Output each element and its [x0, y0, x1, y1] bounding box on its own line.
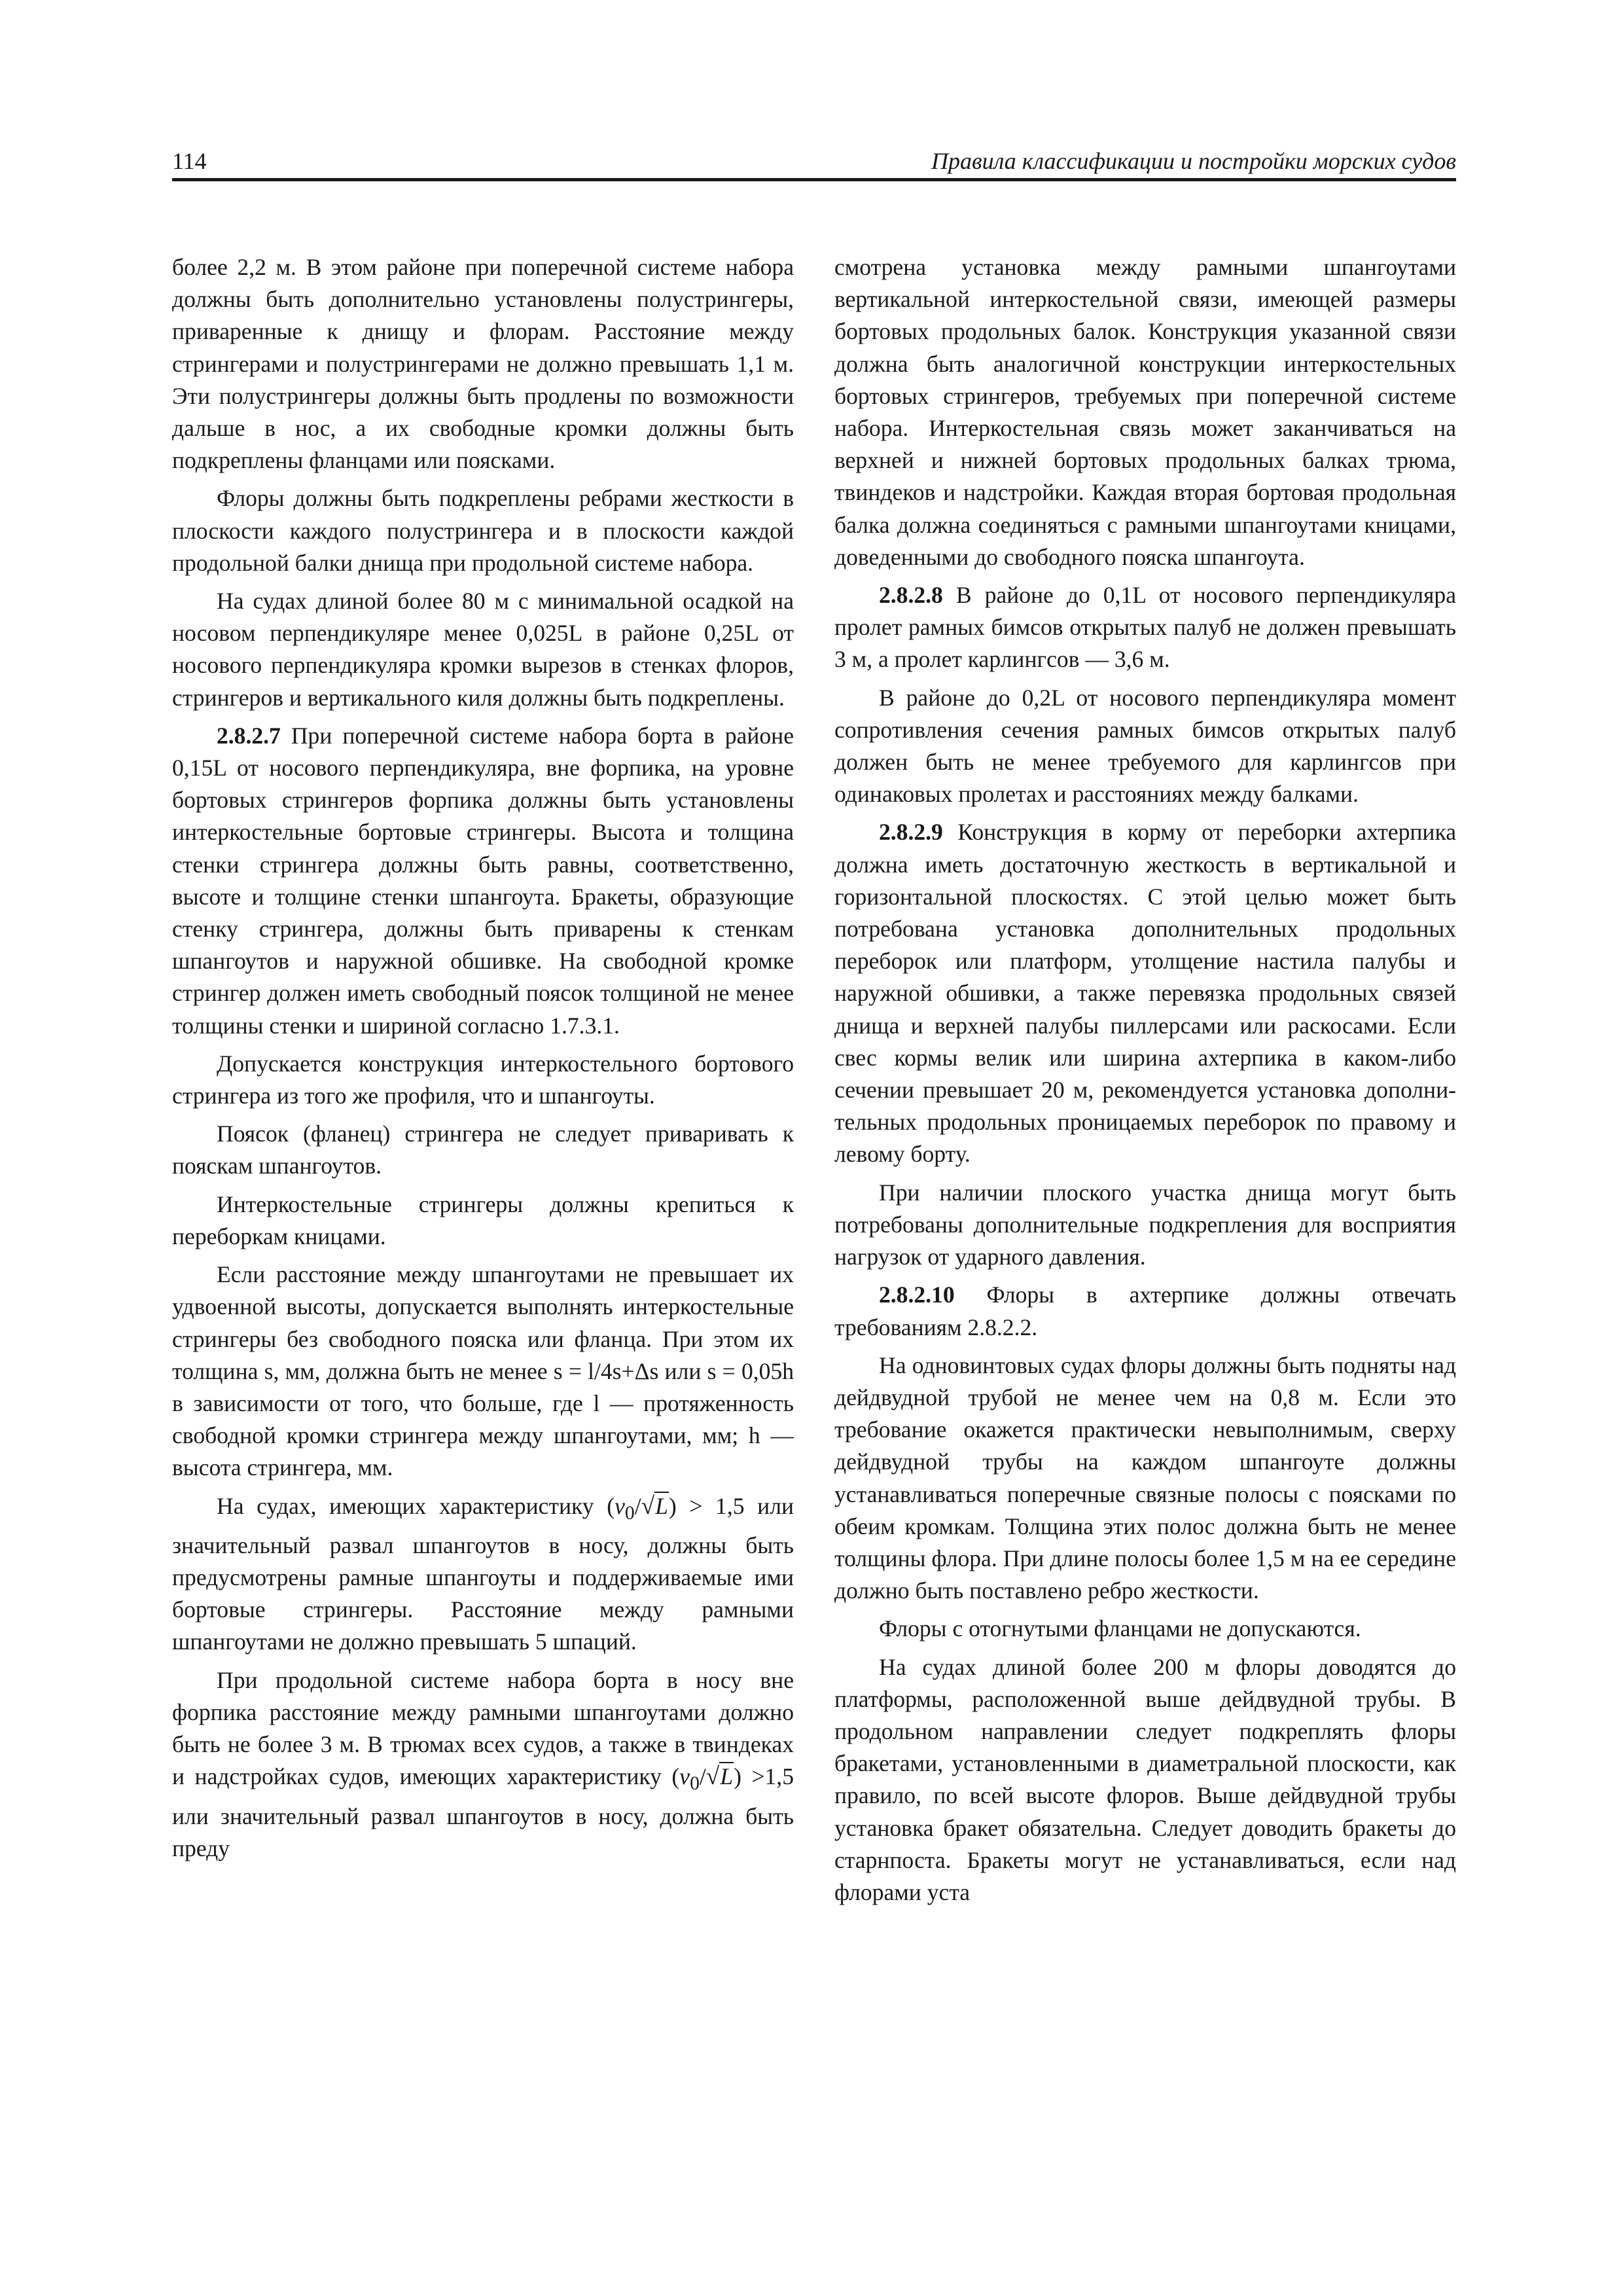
section-number: 2.8.2.9 — [879, 819, 943, 846]
formula-v: v — [679, 1763, 690, 1790]
paragraph: Флоры должны быть подкреплены ребрами жесткости в плоскости каждого полустрингера и в плоскости каждой продольной балки днища при продольной системе набора. — [172, 485, 794, 576]
paragraph: На судах длиной более 80 м с минимальной осадкой на носовом перпендикуляре менее 0,025L в районе 0,25L от носового перпендикуляра кромки вырезов в стенках флоров, стрингеров и вертикального киля должны быть подкреплены. — [172, 588, 794, 711]
paragraph: Интеркостельные стрингеры должны крепиться к переборкам кницами. — [172, 1191, 794, 1249]
left-column — [172, 251, 794, 1865]
paragraph — [834, 816, 1456, 1170]
paragraph-text: ) >1,5 или значительный развал шпангоутов в носу, должна быть преду — [172, 1763, 794, 1861]
formula — [679, 1763, 734, 1795]
paragraph — [172, 1664, 794, 1865]
right-column — [834, 251, 1456, 1909]
paragraph: В районе до 0,2L от носового перпендикуляра момент сопротивления сечения рамных бимсов открытых палуб должен быть не менее требуемого для карлингсов при одинаковых пролетах и расстояниях между балками. — [834, 684, 1456, 808]
paragraph — [834, 579, 1456, 676]
formula-sub: 0 — [690, 1773, 700, 1795]
paragraph — [172, 720, 794, 1042]
page-number: 114 — [172, 148, 207, 174]
sqrt-icon: √ — [705, 1763, 720, 1791]
paragraph — [834, 1279, 1456, 1343]
paragraph: Поясок (фланец) стрингера не следует приваривать к пояскам шпангоутов. — [172, 1121, 794, 1179]
formula-slash: / — [634, 1492, 641, 1519]
paragraph: Допускается конструкция интеркостельного бортового стрингера из того же профиля, что и шпангоуты. — [172, 1050, 794, 1109]
paragraph-text: В районе до 0,1L от носового перпендикуляра пролет рамных бимсов открытых палуб не должен превышать 3 м, а пролет карлингсов — 3,6 м. — [834, 582, 1456, 673]
paragraph-text: При продольной системе набора борта в носу вне форпика расстояние между рамными шпангоутами должно быть не более 3 м. В трюмах всех судов, а также в твиндеках и надстройках судов, имеющих характеристику ( — [172, 1666, 794, 1790]
paragraph: Если расстояние между шпангоутами не превышает их удвоенной высоты, допускается выполнять интеркостельные стрингеры без свободного пояска или фланца. При этом их толщина s, мм, должна быть не менее s = l/4s+Δs или s = 0,05h в зависимости от того, что больше, где l — протяженность свободной кромки стрингера между шпангоутами, мм; h — высота стрингера, мм. — [172, 1261, 794, 1481]
formula-slash: / — [699, 1763, 706, 1790]
formula — [615, 1492, 669, 1524]
sqrt-icon: √ — [641, 1492, 655, 1520]
body-columns — [172, 251, 1456, 2162]
paragraph: На судах длиной более 200 м флоры доводятся до платформы, расположенной выше дейдвудной трубы. В продольном направлении следует подкреплять флоры бракетами, установленными в диаметральной плоскости, как правило, по всей высоте флоров. Выше дейдвудной трубы установка бракет обязательна. Следует доводить бракеты до старнпоста. Бракеты могут не устанавливаться, если над флорами уста — [834, 1653, 1456, 1905]
section-number: 2.8.2.7 — [217, 722, 281, 749]
formula-sub: 0 — [624, 1502, 635, 1524]
formula-L: L — [655, 1492, 668, 1519]
formula-v: v — [615, 1492, 625, 1519]
paragraph-text: На судах, имеющих характеристику ( — [217, 1492, 615, 1519]
paragraph — [172, 1490, 794, 1659]
page-header — [172, 137, 1456, 181]
section-number: 2.8.2.10 — [879, 1282, 955, 1308]
paragraph: При наличии плоского участка днища могут быть потребованы дополнительные подкрепления для восприятия нагрузок от ударного давления. — [834, 1179, 1456, 1270]
paragraph: Флоры с отогнутыми фланцами не допускаются. — [879, 1615, 1361, 1642]
formula-L: L — [720, 1763, 734, 1790]
paragraph: На одновинтовых судах флоры должны быть подняты над дейдвудной трубой не менее чем на 0,8 м. Если это требование окажется практически невыполнимым, сверху дейдвудной трубы на каждом шпангоуте должны устанавливаться поперечные связные полосы с поясками по обеим кромкам. Толщина этих полос должна быть не менее толщины флора. При длине полосы более 1,5 м на ее середине должно быть поставлено ребро жесткости. — [834, 1352, 1456, 1604]
section-number: 2.8.2.8 — [879, 582, 943, 609]
paragraph: смотрена установка между рамными шпангоутами вертикальной интеркостельной связи, имеющей размеры бортовых продольных балок. Конструкция указанной связи должна быть аналогичной конструкции интеркостельных бортовых стрингеров, требуемых при поперечной системе набора. Интеркостельная связь может заканчиваться на верхней и нижней бортовых продольных балках трюма, твиндеков и надстройки. Каждая вторая бортовая продольная балка должна соединяться с рамными шпангоутами кницами, доведенными до свободного пояска шпангоута. — [834, 254, 1456, 570]
paragraph: более 2,2 м. В этом районе при поперечной системе набора должны быть дополнительно установлены полустрингеры, приваренные к днищу и флорам. Расстояние между стрингерами и полустрингерами не должно превышать 1,1 м. Эти полустрингеры должны быть продлены по возможности дальше в нос, а их свободные кромки должны быть подкреплены фланцами или поясками. — [172, 254, 794, 474]
paragraph-text: Конструкция в корму от переборки ахтерпика должна иметь достаточную жесткость в вертикальной и горизонтальной плоскостях. С этой целью может быть потребована установка дополнительных продольных переборок или платформ, утолщение настила палубы и наружной обшивки, а также перевязка продольных связей днища и верхней палубы пиллерсами или раскосами. Если свес кормы велик или ширина ахтерпика в каком-либо сечении превышает 20 м, рекомендуется установка дополнительных продольных проницаемых переборок по правому и левому борту. — [834, 819, 1456, 1168]
paragraph-text: При поперечной системе набора борта в районе 0,15L от носового перпендикуляра, вне форпика, на уровне бортовых стрингеров форпика должны быть установлены интеркостельные бортовые стрингеры. Высота и толщина стенки стрингера должны быть равны, соответственно, высоте и толщине стенки шпангоута. Бракеты, образующие стенку стрингера, должны быть приварены к стенкам шпангоутов и наружной обшивке. На свободной кромке стрингер должен иметь свободный поясок толщиной не менее толщины стенки и шириной согласно 1.7.3.1. — [172, 722, 794, 1039]
paragraph-text: ) > 1,5 или значительный развал шпангоутов в носу, должны быть предусмотрены рамные шпангоуты и поддерживаемые ими бортовые стрингеры. Расстояние между рамными шпангоутами не должно превышать 5 шпаций. — [172, 1492, 794, 1655]
paragraph-text: Флоры в ахтерпике должны отвечать требованиям 2.8.2.2. — [834, 1282, 1456, 1340]
running-title: Правила классификации и постройки морских судов — [931, 148, 1456, 174]
